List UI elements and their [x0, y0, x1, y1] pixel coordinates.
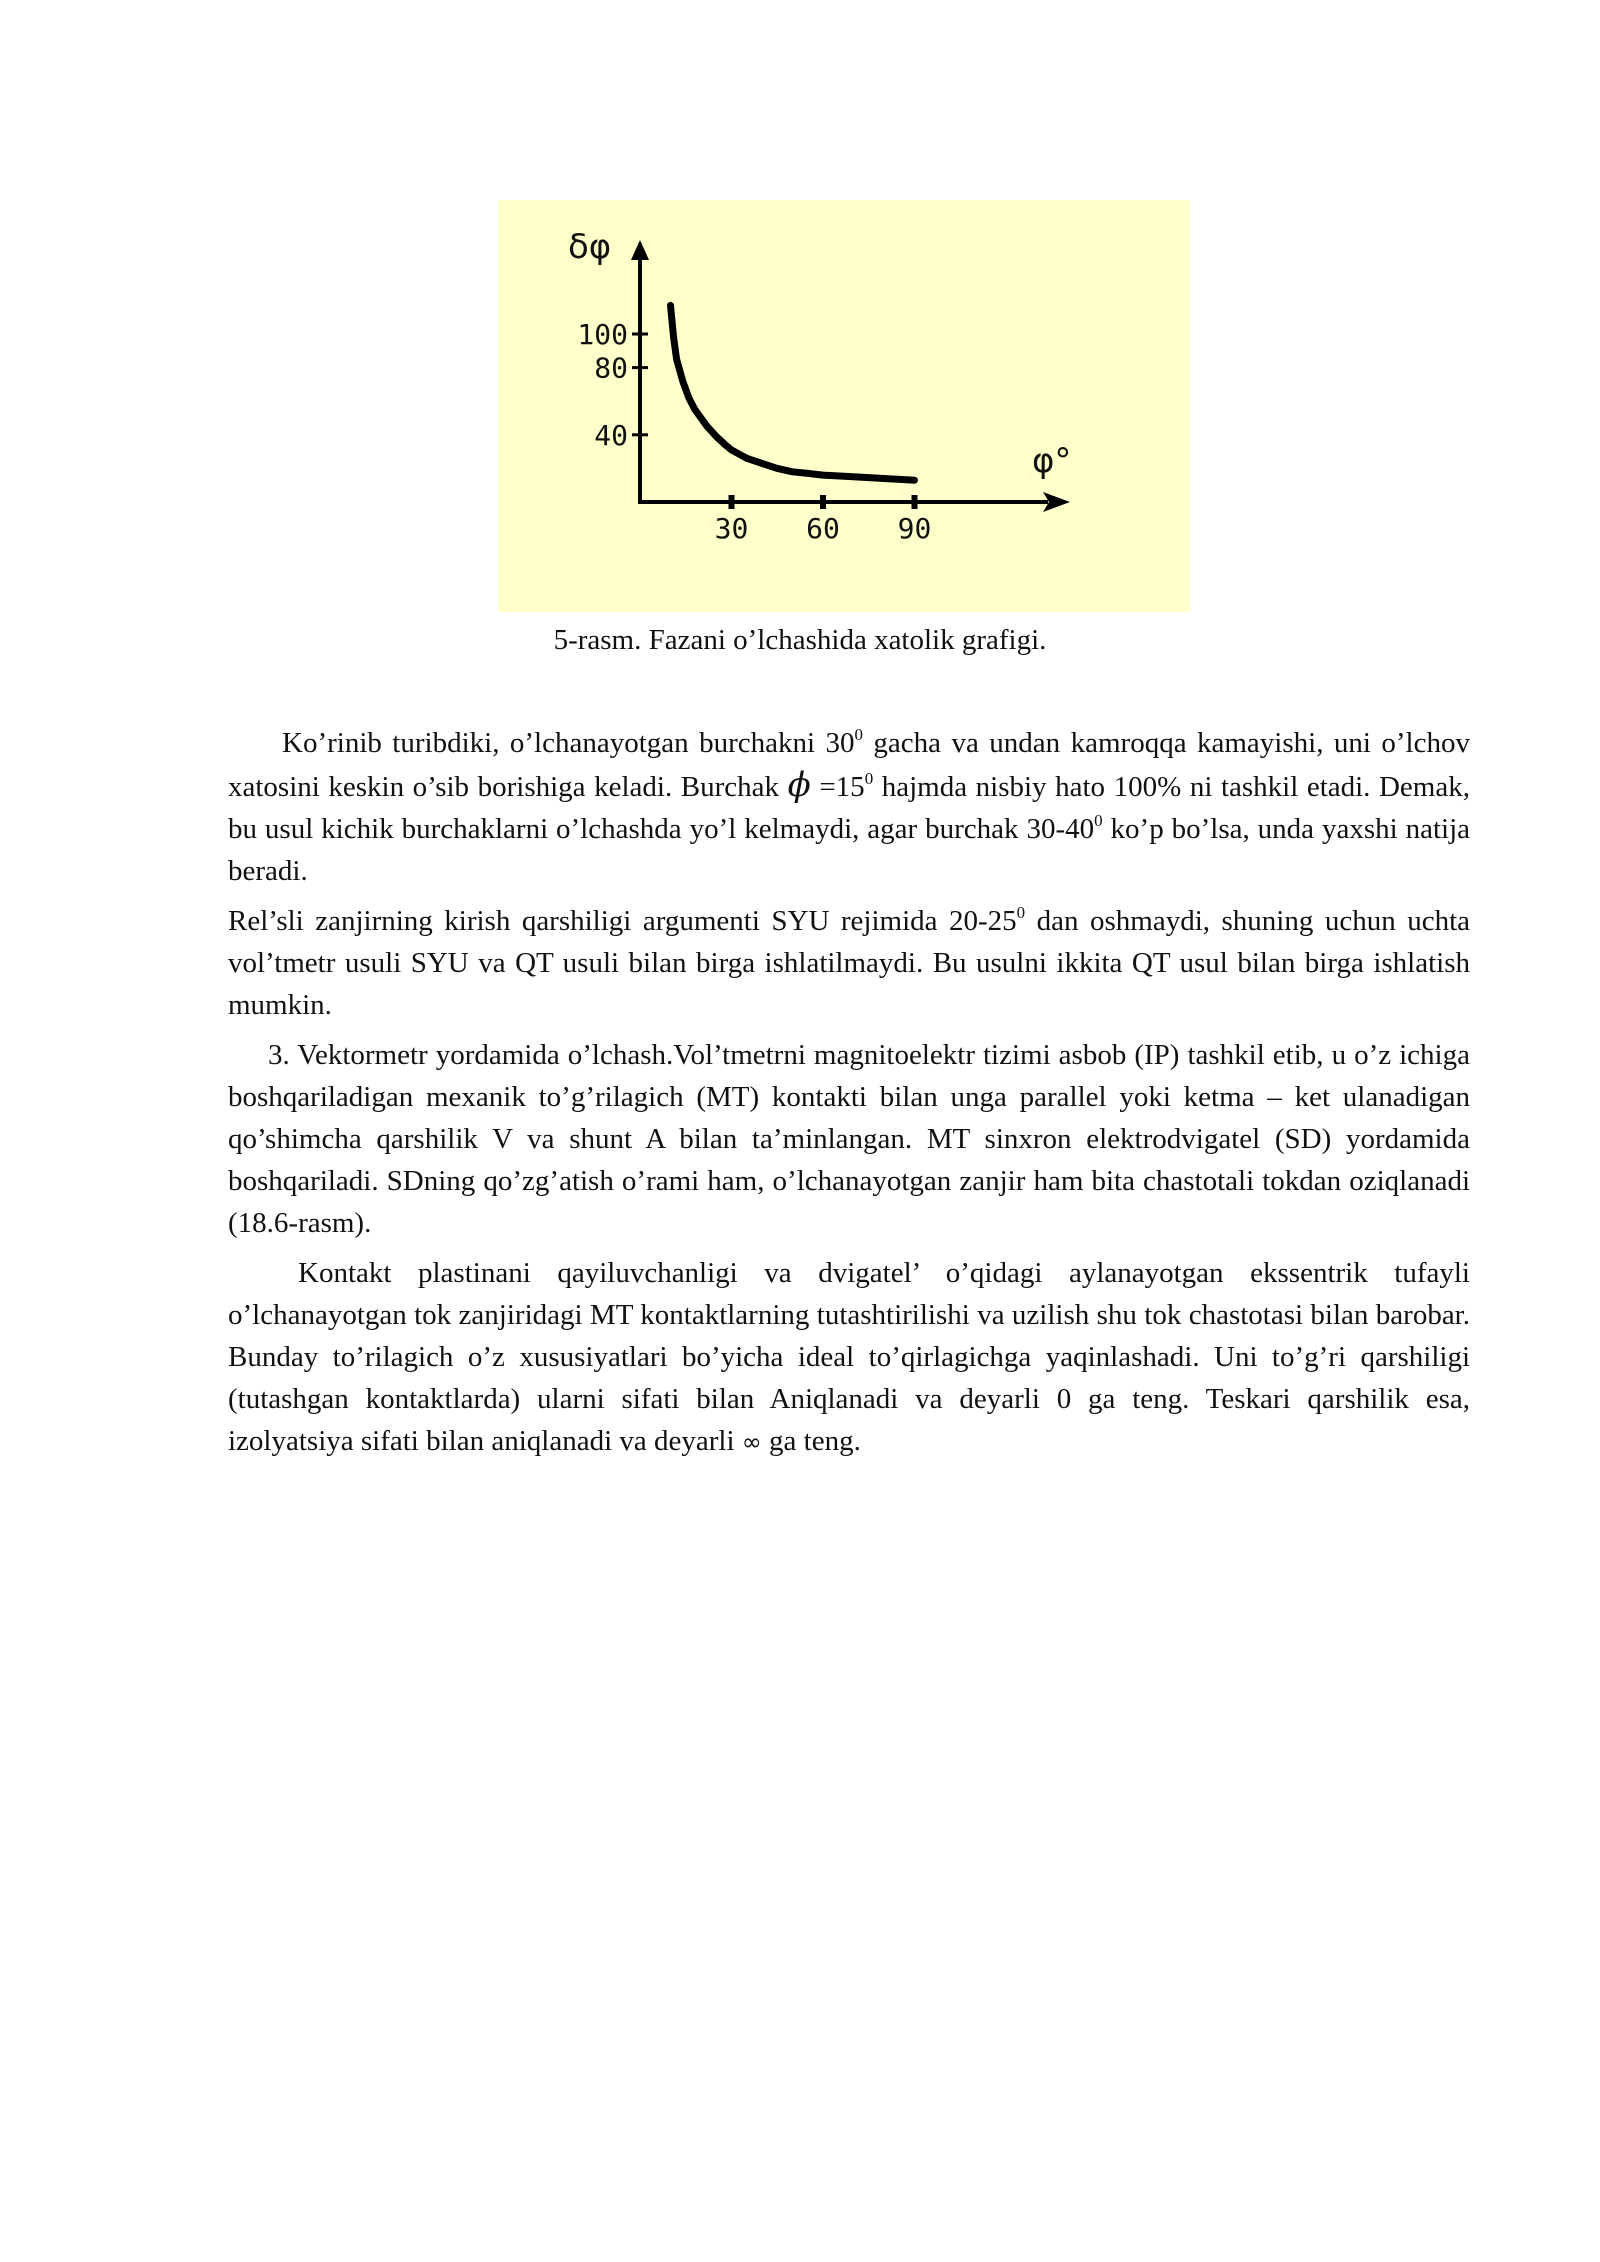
y-tick-label: 80	[594, 351, 628, 385]
y-axis-title: δφ	[568, 227, 612, 267]
x-tick-label: 90	[897, 512, 932, 545]
paragraph-3: 3. Vektormetr yordamida o’lchash.Vol’tmetrni magnitoelektr tizimi asbob (IP) tashkil etib, u o’z ichiga boshqariladigan mexanik to’g’rilagich (MT) kontakti bilan unga parallel yoki ketma – ket ulanadigan qo’shimcha qarshilik V va shunt A bilan ta’minlangan. MT sinxron elektrodvigatel (SD) yordamida boshqariladi. SDning qo’zg’atish o’rami ham, o’lchanayotgan zanjir ham bita chastotali tokdan oziqlanadi (18.6-rasm).	[228, 1039, 1470, 1239]
y-tick-label: 40	[594, 418, 628, 452]
paragraph-2: Rel’sli zanjirning kirish qarshiligi argumenti SYU rejimida $20-25^0$ dan oshmaydi, shuning uchun uchta vol’tmetr usuli SYU va QT usuli bilan birga ishlatilmaydi. Bu usulni ikkita QT usul bilan birga ishlatish mumkin.	[228, 903, 1470, 1021]
error-chart	[498, 200, 1190, 612]
phi-symbol: ϕ	[787, 765, 811, 805]
y-tick-label: 100	[577, 318, 628, 351]
x-axis-title: φ°	[1032, 441, 1072, 481]
infinity-symbol: ∞	[741, 1428, 762, 1456]
figure-caption: 5-rasm. Fazani o’lchashida xatolik grafigi.	[553, 624, 1047, 656]
paragraph-4: Kontakt plastinani qayiluvchanligi va dvigatel’ o’qidagi aylanayotgan ekssentrik tufayli o’lchanayotgan tok zanjiridagi MT kontaktlarning tutashtirilishi va uzilish shu tok chastotasi bilan barobar. Bunday to’rilagich o’z xususiyatlari bo’yicha ideal to’qirlagichga yaqinlashadi. Uni to’g’ri qarshiligi (tutashgan kontaktlarda) ularni sifati bilan Aniqlanadi va deyarli 0 ga teng. Teskari qarshilik esa, izolyatsiya sifati bilan aniqlanadi va deyarli ∞ ga teng.	[228, 1257, 1470, 1457]
paragraph-1: Ko’rinib turibdiki, o’lchanayotgan burchakni $30^0$ gacha va undan kamroqqa kamayishi, uni o’lchov xatosini keskin o’sib borishiga keladi. Burchak $\phi =15^0$ hajmda nisbiy hato 100% ni tashkil etadi. Demak, bu usul kichik burchaklarni o’lchashda yo’l kelmaydi, agar burchak $30-40^0$ ko’p bo’lsa, unda yaxshi natija beradi.	[228, 725, 1471, 887]
error-chart-figure	[498, 200, 1190, 612]
x-tick-label: 60	[806, 512, 840, 545]
x-tick-label: 30	[714, 512, 749, 545]
body-text	[228, 722, 1470, 1471]
